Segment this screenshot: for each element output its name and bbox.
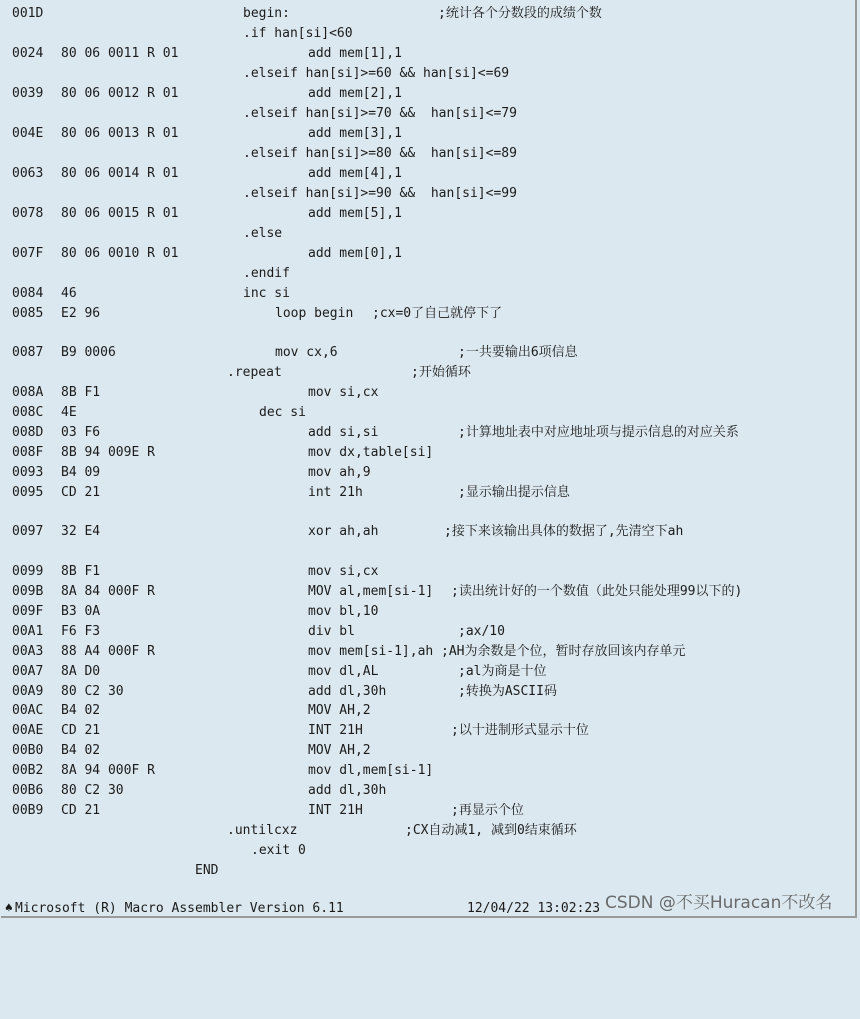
listing-line: [1, 861, 219, 881]
machine-code: 88 A4 000F R: [61, 644, 155, 659]
machine-code: 8A 84 000F R: [61, 584, 155, 599]
listing-line: [1, 741, 371, 761]
machine-code: 8A 94 000F R: [61, 763, 155, 778]
address: 008A: [12, 385, 44, 400]
machine-code: 80 06 0015 R 01: [61, 206, 179, 221]
source-text: dec si: [259, 405, 306, 420]
listing-line: [1, 124, 402, 144]
listing-line: [1, 4, 602, 24]
source-text: mov dl,mem[si-1]: [308, 763, 434, 778]
machine-code: 80 06 0011 R 01: [61, 46, 179, 61]
listing-line: [1, 443, 434, 463]
comment: ;ax/10: [458, 624, 505, 639]
source-text: begin:: [243, 6, 290, 21]
listing-line: [1, 224, 283, 244]
listing-frame: [1, 0, 857, 918]
comment: ;al为商是十位: [458, 664, 547, 679]
listing-line: [1, 363, 471, 383]
source-text: .elseif han[si]>=90 && han[si]<=99: [243, 186, 517, 201]
source-text: int 21h: [308, 485, 363, 500]
address: 00A1: [12, 624, 44, 639]
machine-code: B9 0006: [61, 345, 116, 360]
listing-line: [1, 622, 505, 642]
listing-line: [1, 264, 290, 284]
address: 009B: [12, 584, 44, 599]
listing-line: [1, 104, 517, 124]
machine-code: E2 96: [61, 306, 101, 321]
machine-code: B4 09: [61, 465, 101, 480]
machine-code: 80 C2 30: [61, 783, 124, 798]
address: 008F: [12, 445, 44, 460]
listing-line: [1, 801, 524, 821]
source-text: INT 21H: [308, 803, 363, 818]
machine-code: 4E: [61, 405, 77, 420]
address: 0039: [12, 86, 44, 101]
comment: ;以十进制形式显示十位: [451, 723, 589, 738]
source-text: add mem[1],1: [308, 46, 402, 61]
address: 00B9: [12, 803, 44, 818]
listing-line: [1, 522, 684, 542]
source-text: .elseif han[si]>=60 && han[si]<=69: [243, 66, 510, 81]
address: 00B0: [12, 743, 44, 758]
machine-code: 8B F1: [61, 564, 101, 579]
address: 004E: [12, 126, 44, 141]
source-text: mov bl,10: [308, 604, 379, 619]
spade-icon: ♠: [5, 901, 13, 916]
address: 00AC: [12, 703, 44, 718]
listing-datetime: 12/04/22 13:02:23: [467, 901, 601, 916]
machine-code: F6 F3: [61, 624, 101, 639]
listing-line: [1, 164, 402, 184]
comment: ;再显示个位: [451, 803, 524, 818]
machine-code: 80 06 0014 R 01: [61, 166, 179, 181]
source-text: .untilcxz: [227, 823, 298, 838]
address: 00A9: [12, 684, 44, 699]
comment: ;接下来该输出具体的数据了,先清空下ah: [444, 524, 684, 539]
address: 00B2: [12, 763, 44, 778]
address: 0085: [12, 306, 44, 321]
source-text: .if han[si]<60: [243, 26, 353, 41]
machine-code: 03 F6: [61, 425, 101, 440]
listing-line: [1, 483, 570, 503]
listing-line: [1, 642, 686, 662]
listing-line: [1, 24, 353, 44]
source-text: MOV al,mem[si-1]: [308, 584, 434, 599]
source-text: div bl: [308, 624, 355, 639]
machine-code: CD 21: [61, 723, 101, 738]
listing-line: [1, 582, 743, 602]
source-text: xor ah,ah: [308, 524, 379, 539]
listing-line: [1, 682, 557, 702]
source-text: add mem[0],1: [308, 246, 402, 261]
address: 0095: [12, 485, 44, 500]
source-text: mov dx,table[si]: [308, 445, 434, 460]
listing-line: [1, 602, 379, 622]
address: 0078: [12, 206, 44, 221]
listing-line: [1, 44, 402, 64]
address: 0084: [12, 286, 44, 301]
address: 0063: [12, 166, 44, 181]
source-text: add dl,30h: [308, 783, 387, 798]
address: 007F: [12, 246, 44, 261]
watermark: CSDN @不买Huracan不改名: [605, 893, 833, 913]
comment: ;统计各个分数段的成绩个数: [438, 6, 602, 21]
source-text: .endif: [243, 266, 290, 281]
address: 009F: [12, 604, 44, 619]
source-text: mov mem[si-1],ah: [308, 644, 434, 659]
comment: ;转换为ASCII码: [458, 684, 557, 699]
machine-code: 8A D0: [61, 664, 101, 679]
machine-code: B4 02: [61, 743, 101, 758]
comment: ;开始循环: [411, 365, 471, 380]
listing-line: [1, 383, 379, 403]
comment: ;读出统计好的一个数值（此处只能处理99以下的): [451, 584, 743, 599]
source-text: inc si: [243, 286, 290, 301]
machine-code: CD 21: [61, 485, 101, 500]
listing-line: [1, 781, 387, 801]
listing-line: [1, 304, 503, 324]
comment: ;一共要输出6项信息: [458, 345, 578, 360]
assembler-version: Microsoft (R) Macro Assembler Version 6.11: [15, 901, 344, 916]
address: 0024: [12, 46, 44, 61]
address: 00A3: [12, 644, 44, 659]
address: 0097: [12, 524, 44, 539]
machine-code: 8B 94 009E R: [61, 445, 155, 460]
listing-line: [1, 144, 517, 164]
source-text: .elseif han[si]>=80 && han[si]<=89: [243, 146, 517, 161]
machine-code: 80 C2 30: [61, 684, 124, 699]
address: 00B6: [12, 783, 44, 798]
machine-code: B3 0A: [61, 604, 101, 619]
listing-line: [1, 284, 290, 304]
machine-code: B4 02: [61, 703, 101, 718]
listing-line: [1, 84, 402, 104]
listing-line: [1, 701, 371, 721]
source-text: .repeat: [227, 365, 282, 380]
listing-line: [1, 721, 589, 741]
address: 008D: [12, 425, 44, 440]
address: 001D: [12, 6, 44, 21]
source-text: add dl,30h: [308, 684, 387, 699]
source-text: MOV AH,2: [308, 743, 371, 758]
source-text: mov si,cx: [308, 564, 379, 579]
listing-line: [1, 562, 379, 582]
machine-code: 80 06 0010 R 01: [61, 246, 179, 261]
comment: ;显示输出提示信息: [458, 485, 570, 500]
listing-footer: [1, 893, 860, 919]
listing-line: [1, 423, 739, 443]
address: 00AE: [12, 723, 44, 738]
source-text: mov dl,AL: [308, 664, 379, 679]
source-text: mov cx,6: [275, 345, 338, 360]
address: 0099: [12, 564, 44, 579]
listing-line: [1, 463, 371, 483]
source-text: END: [195, 863, 219, 878]
source-text: mov ah,9: [308, 465, 371, 480]
listing-line: [1, 343, 578, 363]
machine-code: 80 06 0013 R 01: [61, 126, 179, 141]
listing-line: [1, 184, 517, 204]
listing-line: [1, 821, 577, 841]
address: 00A7: [12, 664, 44, 679]
listing-line: [1, 662, 547, 682]
machine-code: 80 06 0012 R 01: [61, 86, 179, 101]
source-text: add mem[5],1: [308, 206, 402, 221]
source-text: add mem[3],1: [308, 126, 402, 141]
comment: ;AH为余数是个位，暂时存放回该内存单元: [441, 644, 686, 659]
source-text: mov si,cx: [308, 385, 379, 400]
machine-code: CD 21: [61, 803, 101, 818]
listing-line: [1, 204, 402, 224]
comment: ;cx=0了自己就停下了: [372, 306, 503, 321]
listing-line: [1, 761, 434, 781]
listing-line: [1, 244, 402, 264]
comment: ;计算地址表中对应地址项与提示信息的对应关系: [458, 425, 739, 440]
source-text: MOV AH,2: [308, 703, 371, 718]
source-text: .elseif han[si]>=70 && han[si]<=79: [243, 106, 517, 121]
source-text: .else: [243, 226, 283, 241]
address: 0087: [12, 345, 44, 360]
machine-code: 46: [61, 286, 77, 301]
listing-line: [1, 841, 306, 861]
address: 0093: [12, 465, 44, 480]
source-text: add si,si: [308, 425, 379, 440]
source-text: loop begin: [275, 306, 354, 321]
address: 008C: [12, 405, 44, 420]
machine-code: 32 E4: [61, 524, 101, 539]
machine-code: 8B F1: [61, 385, 101, 400]
source-text: add mem[4],1: [308, 166, 402, 181]
source-text: add mem[2],1: [308, 86, 402, 101]
source-text: INT 21H: [308, 723, 363, 738]
listing-line: [1, 64, 510, 84]
listing-line: [1, 403, 306, 423]
comment: ;CX自动减1, 减到0结束循环: [405, 823, 577, 838]
source-text: .exit 0: [251, 843, 306, 858]
